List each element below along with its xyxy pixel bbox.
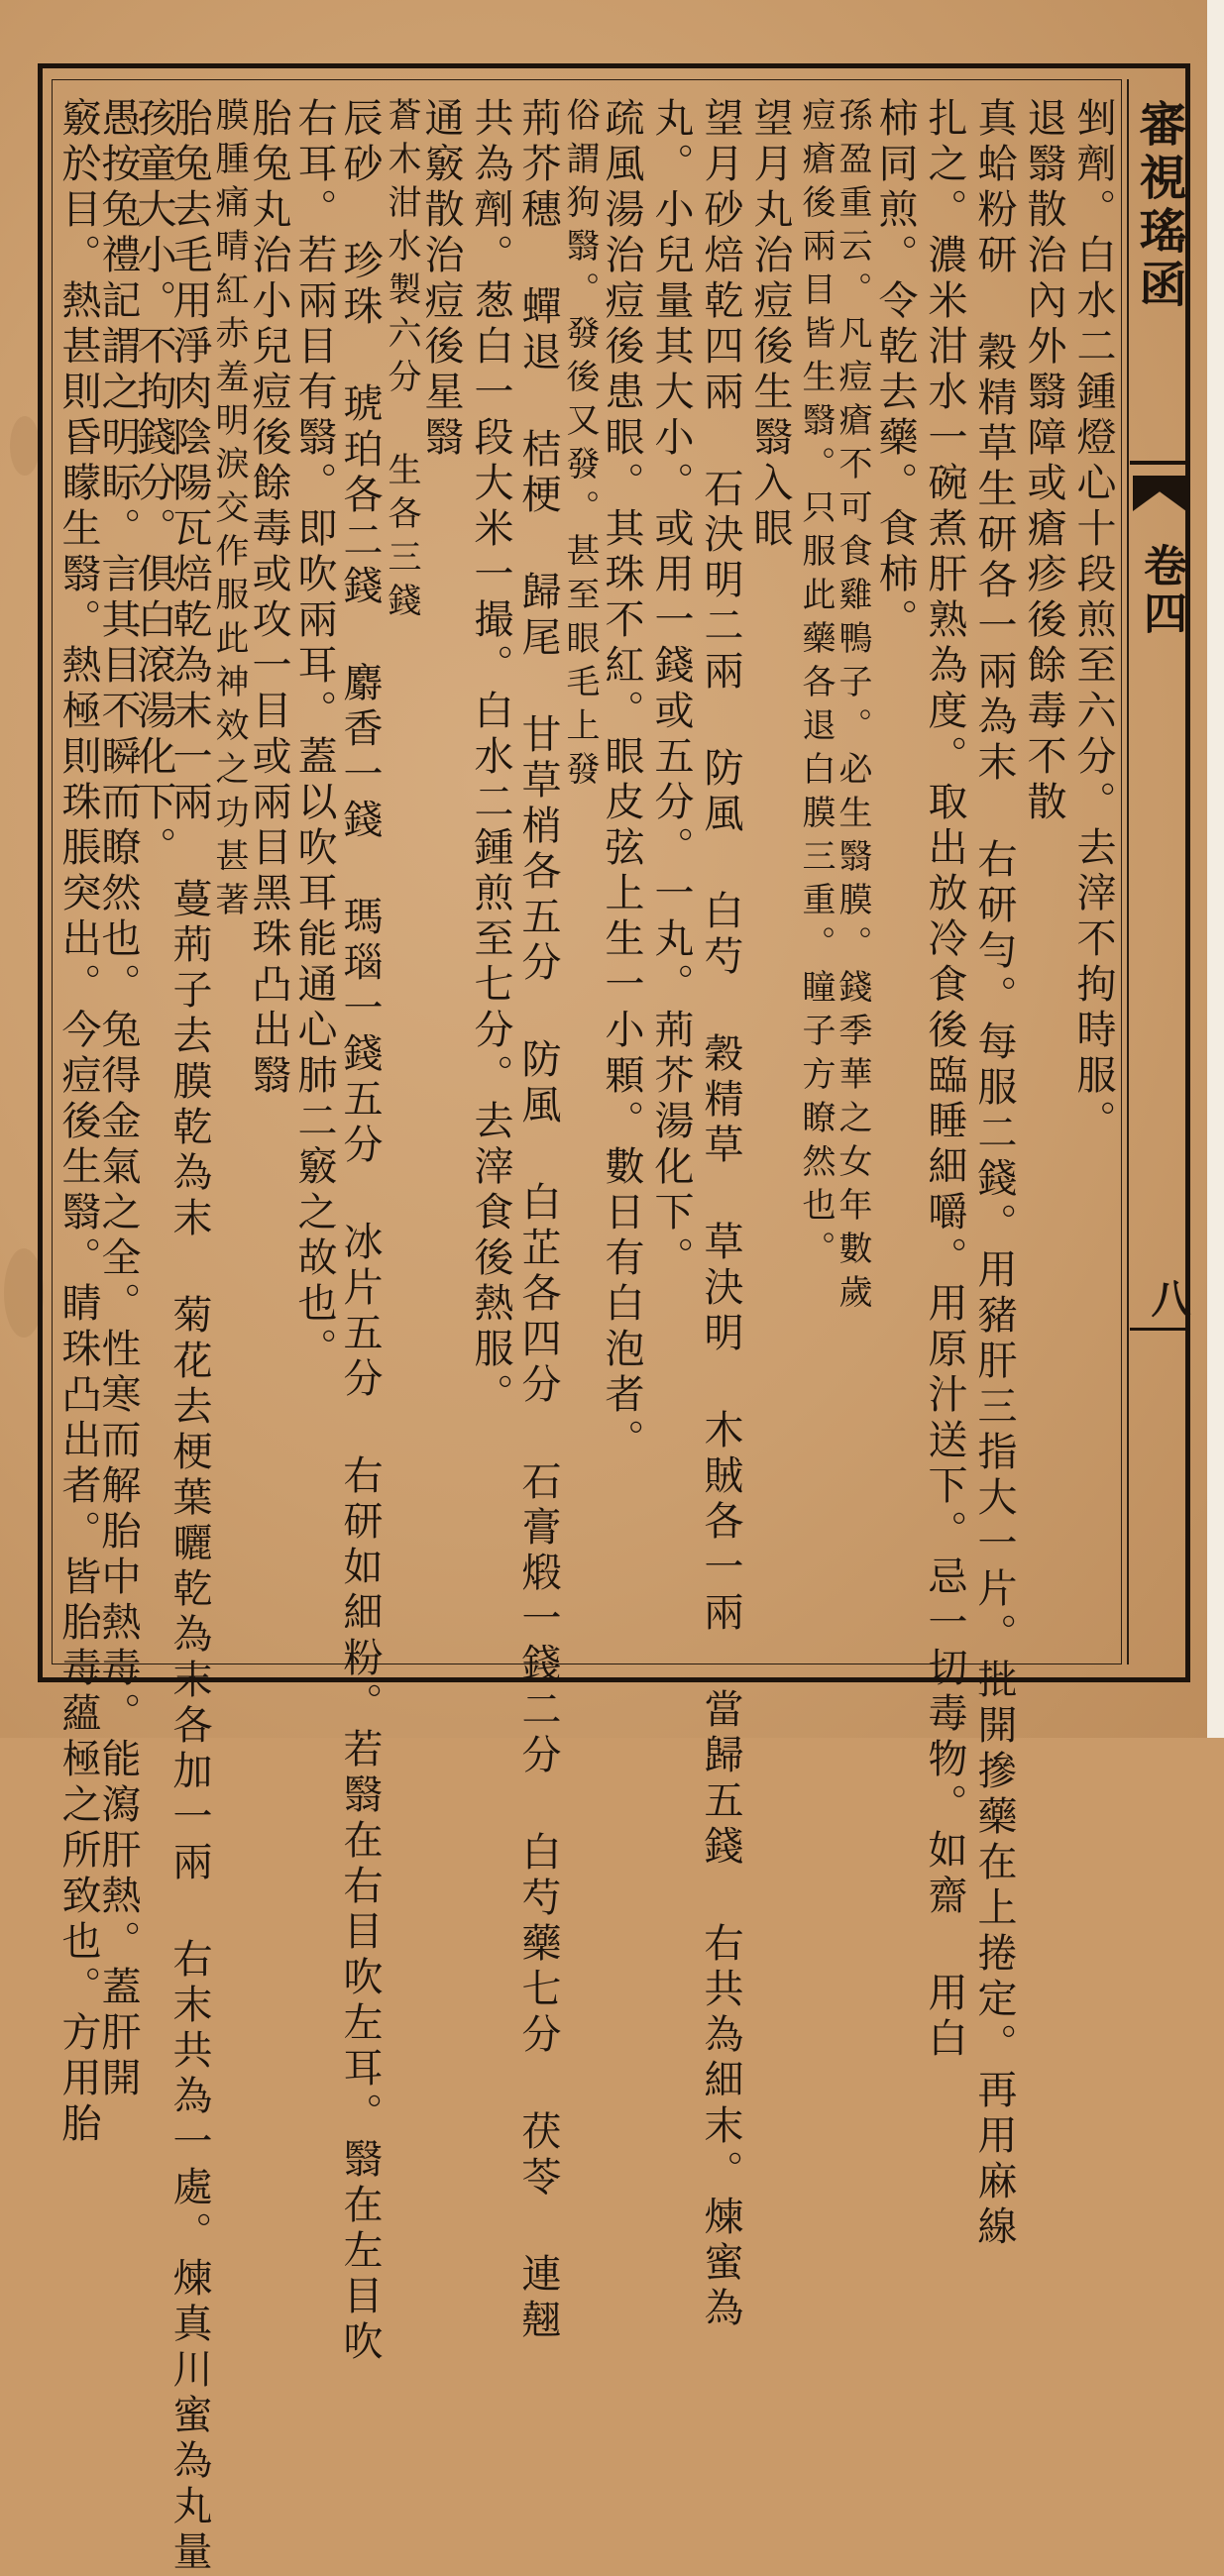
text-column: 孫盈重云。凡痘瘡不可食雞鴨子。必生翳膜。錢季華之女年數歲 <box>833 97 872 1318</box>
text-column: 俗謂狗翳。發後又發。甚至眼毛上發 <box>560 97 600 795</box>
paper-stain <box>10 416 40 476</box>
text-column: 右耳。若兩目有翳。即吹兩耳。蓋以吹耳能通心肺二竅之故也。 <box>291 97 337 1373</box>
text-column: 孩童大小。不拘錢分。俱白滾湯化下。 <box>131 97 176 872</box>
text-column: 剉劑。白水二鍾燈心十段煎至六分。去滓不拘時服。 <box>1070 97 1116 1145</box>
text-column: 荊芥穗 蟬退 桔梗 歸尾 甘草梢各五分 防風 白芷各四分 石膏煅一錢二分 白芍藥七分 茯苓 連翹 <box>515 97 561 2344</box>
text-column: 通竅散治痘後星翳 <box>418 97 464 462</box>
banderole-rule <box>1127 79 1129 1664</box>
text-column: 愚按兔禮記謂之明眎。言其目不瞬而瞭然也。兔得金氣之全。性寒而解胎中熱毒。能瀉肝熱。蓋肝開 <box>95 97 141 2102</box>
text-column: 蒼木泔水製六分 生各三錢 <box>382 97 421 626</box>
text-column: 胎兔丸治小兒痘後餘毒或攻一目或兩目黑珠凸出翳 <box>246 97 291 1100</box>
text-column: 柿同煎。令乾去藥。食柿。 <box>872 97 918 644</box>
text-column: 扎之。濃米泔水一碗煮肝熟為度。取出放冷食後臨睡細嚼。用原汁送下。忌一切毒物。如齋 用白 <box>922 97 967 2063</box>
text-column: 望月砂焙乾四兩 石決明二兩 防風 白芍 穀精草 草決明 木賊各一兩 當歸五錢 右共為細末。煉蜜為 <box>698 97 743 2332</box>
text-column: 疏風湯治痘後患眼。其珠不紅。眼皮弦上生一小顆。數日有白泡者。 <box>599 97 644 1464</box>
volume-label: 卷四 <box>1136 543 1186 638</box>
book-title: 審視瑤函 <box>1131 99 1186 313</box>
text-column: 退翳散治內外翳障或瘡疹後餘毒不散 <box>1021 97 1066 826</box>
text-column: 痘瘡後兩目皆生翳。只服此藥各退白膜三重。瞳子方瞭然也。 <box>796 97 835 1274</box>
text-column: 丸。小兒量其大小。或用一錢或五分。一丸。荊芥湯化下。 <box>648 97 694 1282</box>
leaf-line <box>1130 1328 1187 1331</box>
text-column: 望月丸治痘後生翳入眼 <box>747 97 793 553</box>
page-edge <box>1207 0 1224 1738</box>
text-column: 竅於目。熱甚則昏矇生翳。熱極則珠脹突出。今痘後生翳。睛珠凸出者。皆胎毒蘊極之所致也。方用胎 <box>56 97 101 2148</box>
text-column: 膜腫痛晴紅赤羞明淚交作服此神效之功甚著 <box>209 97 249 925</box>
fish-tail-line <box>1130 461 1187 465</box>
leaf-number: 八 <box>1145 1278 1191 1318</box>
text-column: 辰砂 珍珠 琥珀各二錢 麝香一錢 瑪瑙一錢五分 冰片五分 右研如細粉。若翳在右目吹左耳。翳在左目吹 <box>337 97 383 2366</box>
main-text <box>56 97 1118 2576</box>
text-column: 共為劑。葱白一段大米一撮。白水二鍾煎至七分。去滓食後熱服。 <box>468 97 513 1419</box>
text-column: 胎兔去毛用淨肉陰陽瓦焙乾為末一兩 蔓荊子去膜乾為末 菊花去梗葉曬乾為末各加一兩 右末共為一處。煉真川蜜為丸量 <box>167 97 212 2576</box>
text-column: 真蛤粉研 穀精草生研各一兩為末 右研勻。每服二錢。用豬肝三指大一片。批開摻藥在上捲定。再用麻線 <box>971 97 1017 2251</box>
